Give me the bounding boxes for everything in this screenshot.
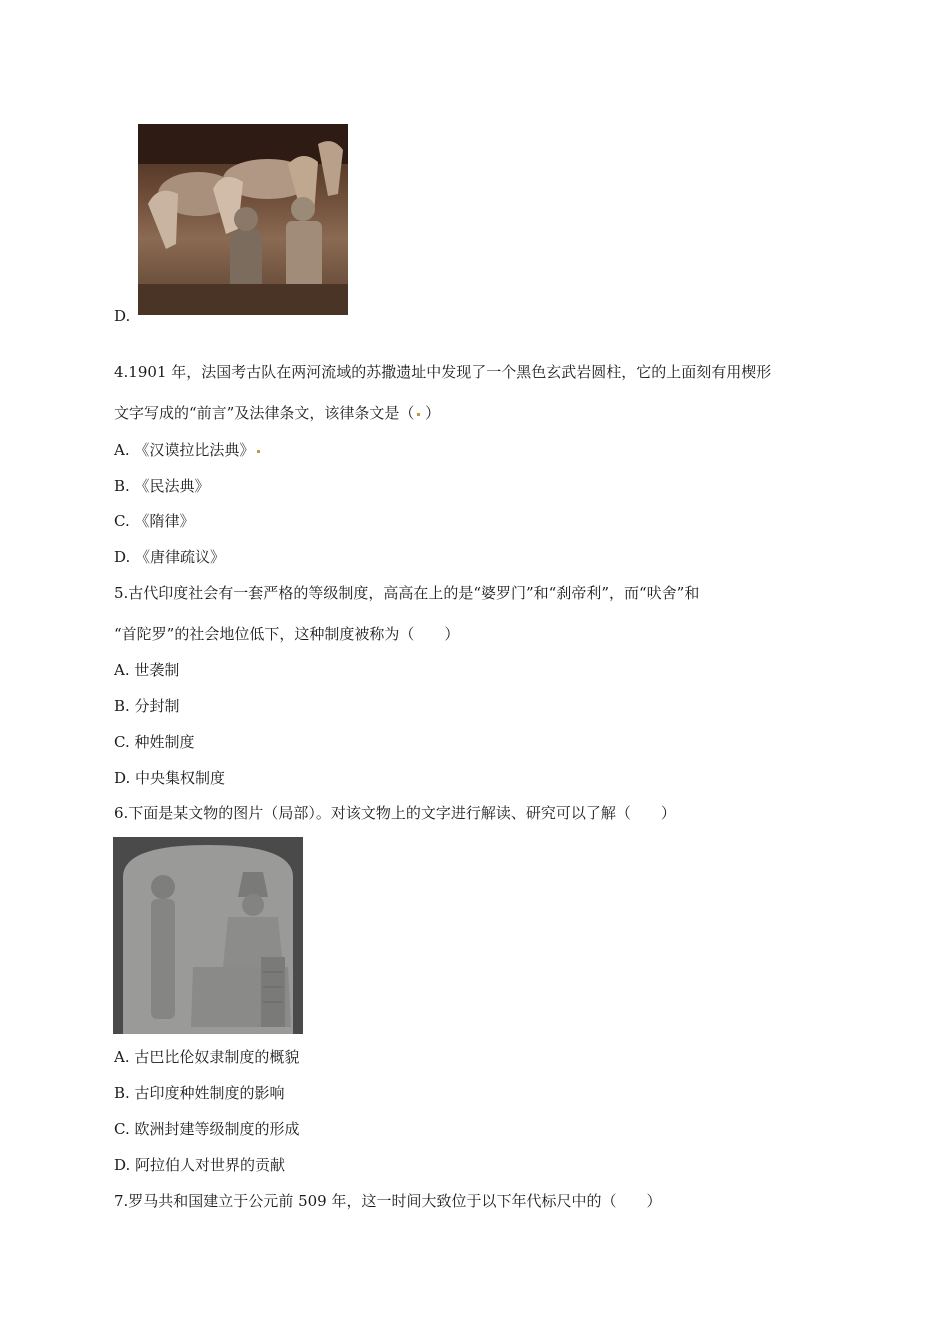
q6-stem: 6.下面是某文物的图片（局部）。对该文物上的文字进行解读、研究可以了解（ ） — [114, 804, 676, 822]
q6-option-d: D. 阿拉伯人对世界的贡献 — [114, 1156, 286, 1174]
q3-option-d-label: D. — [114, 307, 131, 325]
q4-option-d: D. 《唐律疏议》 — [114, 548, 226, 566]
q5-option-b: B. 分封制 — [114, 697, 180, 715]
q5-option-a: A. 世袭制 — [114, 661, 180, 679]
q5-stem-line2: “首陀罗”的社会地位低下，这种制度被称为（ ） — [114, 625, 460, 643]
q4-option-a: A. 《汉谟拉比法典》 — [114, 440, 260, 460]
q6-option-c: C. 欧洲封建等级制度的形成 — [114, 1120, 300, 1138]
hammurabi-stele-image — [113, 837, 303, 1034]
q6-option-b: B. 古印度种姓制度的影响 — [114, 1084, 285, 1102]
q5-option-d: D. 中央集权制度 — [114, 769, 226, 787]
mark-dot — [257, 450, 260, 453]
q4-stem-line1: 4.1901 年，法国考古队在两河流域的苏撒遗址中发现了一个黑色玄武岩圆柱，它的上面刻有用楔形 — [114, 363, 772, 381]
q4-stem-line2: 文字写成的“前言”及法律条文，该律条文是（ ） — [114, 404, 441, 422]
q4-option-b: B. 《民法典》 — [114, 477, 210, 495]
q7-stem: 7.罗马共和国建立于公元前 509 年，这一时间大致位于以下年代标尺中的（ ） — [114, 1192, 662, 1210]
q5-stem-line1: 5.古代印度社会有一套严格的等级制度，高高在上的是“婆罗门”和“刹帝利”，而“吠舍”和 — [114, 584, 700, 602]
q4-option-c: C. 《隋律》 — [114, 512, 195, 530]
q5-option-c: C. 种姓制度 — [114, 733, 195, 751]
q6-option-a: A. 古巴比伦奴隶制度的概貌 — [114, 1048, 300, 1066]
terracotta-warriors-image — [138, 124, 348, 315]
